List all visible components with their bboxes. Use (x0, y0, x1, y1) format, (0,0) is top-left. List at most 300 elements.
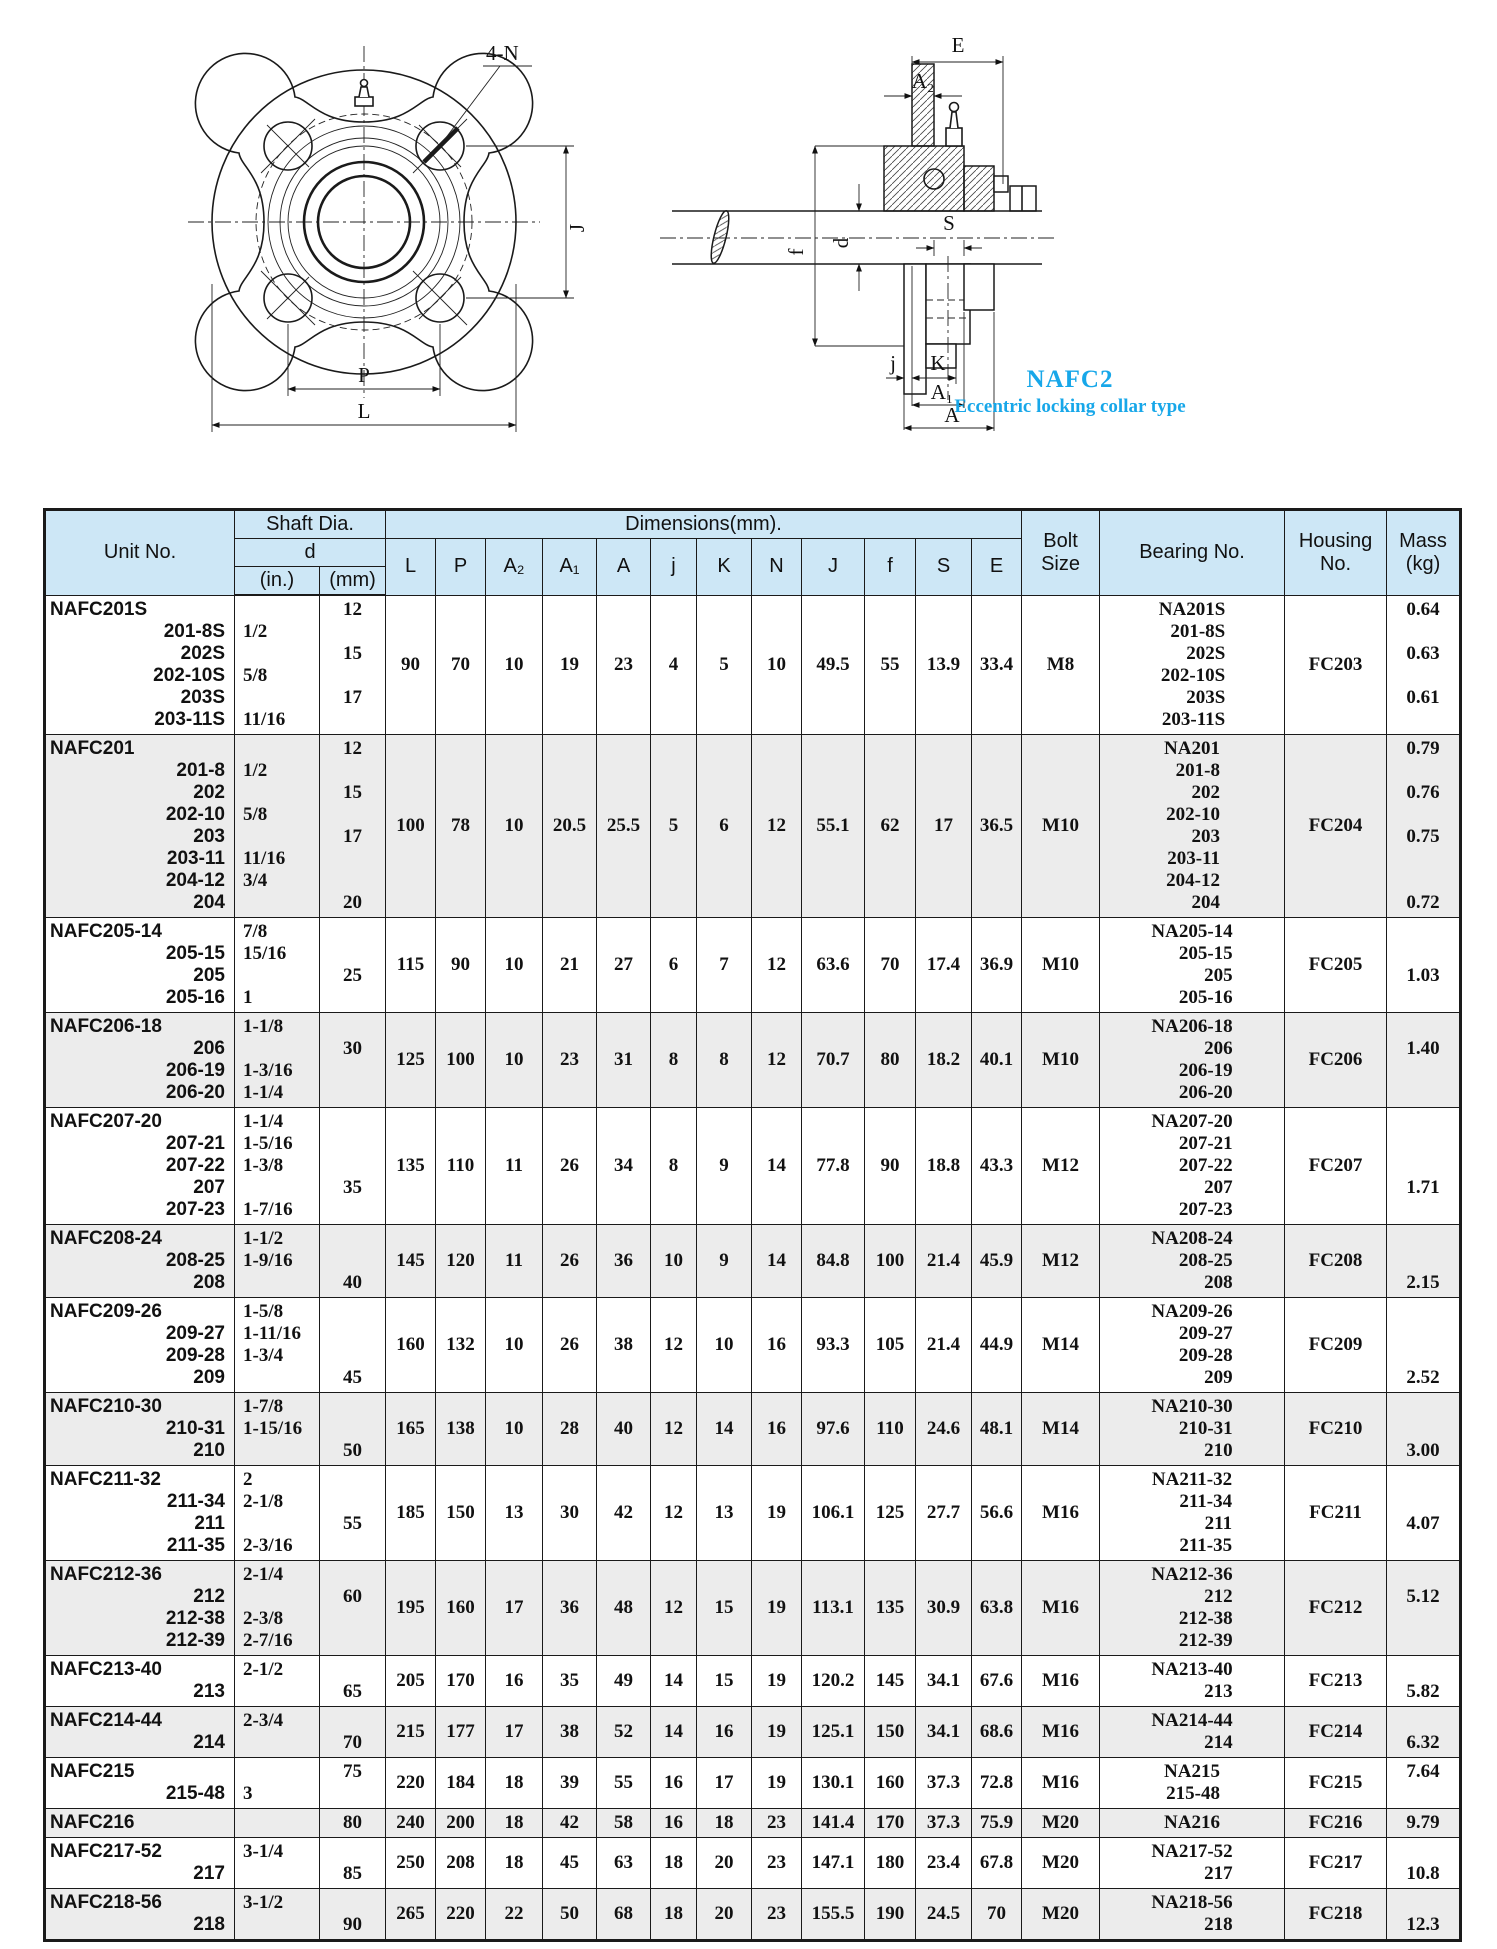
bearing-no-cell: NA201S 201-8S 202S 202-10S 203S 203-11S (1100, 595, 1285, 735)
dim-cell-J: 97.6 (802, 1393, 865, 1466)
dim-cell-j: 12 (651, 1393, 697, 1466)
unit-no-cell: NAFC201S 201-8S 202S 202-10S 203S 203-11S (45, 595, 235, 735)
unit-no-cell: NAFC209-26 209-27 209-28 209 (45, 1298, 235, 1393)
dim-cell-L: 90 (386, 595, 436, 735)
bolt-size-cell: M20 (1022, 1838, 1100, 1889)
dim-cell-J: 147.1 (802, 1838, 865, 1889)
table-row (45, 735, 1461, 918)
dim-cell-N: 19 (752, 1707, 802, 1758)
dim-cell-L: 185 (386, 1466, 436, 1561)
dim-cell-E: 67.8 (972, 1838, 1022, 1889)
mass-cell: 2.15 (1387, 1225, 1461, 1298)
dim-cell-j: 14 (651, 1656, 697, 1707)
bolt-size-cell: M14 (1022, 1393, 1100, 1466)
dim-cell-E: 75.9 (972, 1809, 1022, 1838)
dim-cell-J: 106.1 (802, 1466, 865, 1561)
dim-cell-j: 8 (651, 1108, 697, 1225)
dim-cell-P: 170 (436, 1656, 486, 1707)
dim-cell-f: 190 (865, 1889, 916, 1941)
dim-cell-N: 14 (752, 1225, 802, 1298)
shaft-dia-in-cell: 1-5/8 1-11/16 1-3/4 (235, 1298, 320, 1393)
table-row (45, 1809, 1461, 1838)
dim-cell-K: 20 (697, 1889, 752, 1941)
dim-cell-L: 160 (386, 1298, 436, 1393)
shaft-nut (1010, 186, 1036, 211)
dim-cell-f: 160 (865, 1758, 916, 1809)
col-dim-L: L (386, 539, 436, 596)
bolt-size-cell: M16 (1022, 1707, 1100, 1758)
housing-no-cell: FC208 (1285, 1225, 1387, 1298)
bolt-size-cell: M16 (1022, 1758, 1100, 1809)
dim-cell-A: 23 (597, 595, 651, 735)
dim-j-label: J (565, 223, 589, 233)
shaft-dia-in-cell: 3 (235, 1758, 320, 1809)
dim-cell-A₁: 50 (543, 1889, 597, 1941)
col-dim-A1: A₁ (543, 539, 597, 596)
dim-cell-A₂: 22 (486, 1889, 543, 1941)
dim-cell-j: 10 (651, 1225, 697, 1298)
col-bearing-no: Bearing No. (1100, 510, 1285, 596)
shaft-dia-in-cell (235, 1809, 320, 1838)
dim-cell-E: 43.3 (972, 1108, 1022, 1225)
grease-fitting-icon (946, 103, 962, 147)
bolt-hole-section-bar (424, 128, 458, 162)
dim-cell-A₂: 10 (486, 1393, 543, 1466)
set-screw (994, 176, 1008, 192)
table-row (45, 1656, 1461, 1707)
dim-cell-j: 12 (651, 1466, 697, 1561)
table-row (45, 595, 1461, 735)
dim-cell-S: 18.8 (916, 1108, 972, 1225)
dim-cell-A: 48 (597, 1561, 651, 1656)
shaft-dia-in-cell: 2 2-1/8 2-3/16 (235, 1466, 320, 1561)
dim-cell-N: 16 (752, 1298, 802, 1393)
dim-cell-N: 16 (752, 1393, 802, 1466)
mass-cell: 0.64 0.63 0.61 (1387, 595, 1461, 735)
dim-cell-A: 68 (597, 1889, 651, 1941)
dim-cell-L: 125 (386, 1013, 436, 1108)
mass-cell: 2.52 (1387, 1298, 1461, 1393)
table-row (45, 1561, 1461, 1656)
bolt-size-cell: M16 (1022, 1466, 1100, 1561)
dim-cell-A: 27 (597, 918, 651, 1013)
dim-cell-A₂: 18 (486, 1758, 543, 1809)
col-dim-K: K (697, 539, 752, 596)
dim-cell-J: 70.7 (802, 1013, 865, 1108)
dim-cell-P: 70 (436, 595, 486, 735)
shaft-dia-mm-cell: 25 (320, 918, 386, 1013)
unit-no-cell: NAFC214-44 214 (45, 1707, 235, 1758)
dim-cell-A₁: 38 (543, 1707, 597, 1758)
dim-cell-f: 180 (865, 1838, 916, 1889)
dim-cell-A₂: 11 (486, 1108, 543, 1225)
dim-cell-j: 6 (651, 918, 697, 1013)
dim-cell-j: 4 (651, 595, 697, 735)
dim-cell-f: 70 (865, 918, 916, 1013)
dim-a2-label: A₂ (911, 69, 935, 93)
dim-cell-j: 8 (651, 1013, 697, 1108)
dim-cell-N: 19 (752, 1758, 802, 1809)
bearing-no-cell: NA208-24 208-25 208 (1100, 1225, 1285, 1298)
bearing-no-cell: NA218-56 218 (1100, 1889, 1285, 1941)
col-dim-J: J (802, 539, 865, 596)
bolt-count-label: 4-N (486, 41, 519, 65)
bearing-no-cell: NA205-14 205-15 205 205-16 (1100, 918, 1285, 1013)
dim-cell-A₁: 39 (543, 1758, 597, 1809)
dim-cell-K: 5 (697, 595, 752, 735)
dim-cell-E: 56.6 (972, 1466, 1022, 1561)
dim-cell-S: 37.3 (916, 1809, 972, 1838)
shaft-dia-mm-cell: 35 (320, 1108, 386, 1225)
dim-cell-P: 184 (436, 1758, 486, 1809)
shaft-dia-mm-cell: 65 (320, 1656, 386, 1707)
bearing-no-cell: NA211-32 211-34 211 211-35 (1100, 1466, 1285, 1561)
housing-no-cell: FC213 (1285, 1656, 1387, 1707)
dim-cell-J: 77.8 (802, 1108, 865, 1225)
housing-no-cell: FC218 (1285, 1889, 1387, 1941)
dim-cell-f: 62 (865, 735, 916, 918)
dim-cell-A₁: 36 (543, 1561, 597, 1656)
dim-cell-E: 40.1 (972, 1013, 1022, 1108)
housing-no-cell: FC204 (1285, 735, 1387, 918)
dim-cell-A₁: 26 (543, 1225, 597, 1298)
dim-cell-N: 19 (752, 1656, 802, 1707)
dim-cell-K: 15 (697, 1561, 752, 1656)
dim-cell-E: 63.8 (972, 1561, 1022, 1656)
unit-no-cell: NAFC205-14 205-15 205 205-16 (45, 918, 235, 1013)
series-subtitle: Eccentric locking collar type (954, 396, 1186, 417)
dim-cell-f: 80 (865, 1013, 916, 1108)
col-shaft-dia: Shaft Dia. (235, 510, 386, 539)
dim-cell-A₂: 10 (486, 1013, 543, 1108)
bearing-no-cell: NA209-26 209-27 209-28 209 (1100, 1298, 1285, 1393)
dim-j-small-label: j (890, 351, 896, 375)
dim-cell-J: 84.8 (802, 1225, 865, 1298)
spec-table (43, 508, 1462, 1942)
dim-cell-S: 24.6 (916, 1393, 972, 1466)
dim-cell-A: 49 (597, 1656, 651, 1707)
dim-cell-L: 135 (386, 1108, 436, 1225)
unit-no-cell: NAFC216 (45, 1809, 235, 1838)
dim-cell-A₁: 23 (543, 1013, 597, 1108)
dim-s-label: S (943, 211, 955, 235)
shaft-dia-in-cell: 3-1/4 (235, 1838, 320, 1889)
shaft-dia-mm-cell: 60 (320, 1561, 386, 1656)
dim-cell-L: 115 (386, 918, 436, 1013)
mass-cell: 6.32 (1387, 1707, 1461, 1758)
dim-cell-S: 34.1 (916, 1656, 972, 1707)
dim-cell-K: 18 (697, 1809, 752, 1838)
dim-cell-A₁: 28 (543, 1393, 597, 1466)
dim-cell-A: 63 (597, 1838, 651, 1889)
shaft-dia-in-cell: 2-1/2 (235, 1656, 320, 1707)
dim-cell-A₁: 45 (543, 1838, 597, 1889)
dim-cell-f: 90 (865, 1108, 916, 1225)
table-row (45, 1108, 1461, 1225)
dim-cell-A₂: 17 (486, 1707, 543, 1758)
shaft-dia-mm-cell: 55 (320, 1466, 386, 1561)
mass-cell: 12.3 (1387, 1889, 1461, 1941)
unit-no-cell: NAFC217-52 217 (45, 1838, 235, 1889)
shaft-dia-in-cell: 1/2 5/8 11/16 (235, 595, 320, 735)
dim-cell-J: 155.5 (802, 1889, 865, 1941)
dim-cell-N: 23 (752, 1809, 802, 1838)
dim-cell-P: 138 (436, 1393, 486, 1466)
col-dim-S: S (916, 539, 972, 596)
leader-line (445, 66, 500, 139)
dim-cell-P: 160 (436, 1561, 486, 1656)
bolt-size-cell: M10 (1022, 735, 1100, 918)
col-dim-f: f (865, 539, 916, 596)
dim-cell-L: 240 (386, 1809, 436, 1838)
housing-no-cell: FC207 (1285, 1108, 1387, 1225)
dim-cell-j: 18 (651, 1838, 697, 1889)
dim-cell-K: 9 (697, 1225, 752, 1298)
table-row (45, 1225, 1461, 1298)
dim-cell-S: 13.9 (916, 595, 972, 735)
dim-cell-f: 110 (865, 1393, 916, 1466)
dim-cell-S: 24.5 (916, 1889, 972, 1941)
housing-no-cell: FC211 (1285, 1466, 1387, 1561)
table-row (45, 1013, 1461, 1108)
bolt-size-cell: M16 (1022, 1561, 1100, 1656)
dim-cell-P: 110 (436, 1108, 486, 1225)
dim-cell-A₁: 20.5 (543, 735, 597, 918)
dim-cell-N: 12 (752, 1013, 802, 1108)
dim-cell-L: 195 (386, 1561, 436, 1656)
dim-cell-S: 34.1 (916, 1707, 972, 1758)
dim-cell-A₁: 26 (543, 1298, 597, 1393)
unit-no-cell: NAFC215 215-48 (45, 1758, 235, 1809)
dim-cell-J: 125.1 (802, 1707, 865, 1758)
housing-no-cell: FC215 (1285, 1758, 1387, 1809)
dim-cell-f: 135 (865, 1561, 916, 1656)
dim-k-label: K (930, 351, 946, 375)
housing-no-cell: FC216 (1285, 1809, 1387, 1838)
bearing-no-cell: NA207-20 207-21 207-22 207 207-23 (1100, 1108, 1285, 1225)
shaft-dia-in-cell: 1-1/4 1-5/16 1-3/8 1-7/16 (235, 1108, 320, 1225)
bearing-no-cell: NA217-52 217 (1100, 1838, 1285, 1889)
dim-cell-P: 120 (436, 1225, 486, 1298)
col-unit-no: Unit No. (45, 510, 235, 596)
dim-cell-S: 37.3 (916, 1758, 972, 1809)
dim-cell-L: 100 (386, 735, 436, 918)
unit-no-cell: NAFC207-20 207-21 207-22 207 207-23 (45, 1108, 235, 1225)
dim-cell-J: 130.1 (802, 1758, 865, 1809)
dim-cell-A₂: 10 (486, 1298, 543, 1393)
bolt-size-cell: M20 (1022, 1809, 1100, 1838)
col-dim-A: A (597, 539, 651, 596)
dim-cell-E: 68.6 (972, 1707, 1022, 1758)
table-row (45, 1466, 1461, 1561)
grease-nipple-icon (355, 80, 373, 107)
dim-cell-P: 208 (436, 1838, 486, 1889)
dim-cell-J: 120.2 (802, 1656, 865, 1707)
dim-a1-label: A₁ (930, 380, 954, 404)
col-dim-j: j (651, 539, 697, 596)
dim-cell-A₂: 11 (486, 1225, 543, 1298)
dim-cell-A₁: 19 (543, 595, 597, 735)
dim-cell-A₁: 42 (543, 1809, 597, 1838)
bolt-size-cell: M16 (1022, 1656, 1100, 1707)
mass-cell: 9.79 (1387, 1809, 1461, 1838)
series-title-block (920, 366, 1220, 418)
dim-cell-A₁: 26 (543, 1108, 597, 1225)
dim-s-lines (916, 240, 982, 256)
dim-cell-j: 5 (651, 735, 697, 918)
col-housing-no: Housing No. (1285, 510, 1387, 596)
housing-no-cell: FC214 (1285, 1707, 1387, 1758)
mass-cell: 5.12 (1387, 1561, 1461, 1656)
dim-cell-K: 20 (697, 1838, 752, 1889)
dim-cell-j: 16 (651, 1758, 697, 1809)
dim-cell-f: 55 (865, 595, 916, 735)
dim-cell-A: 31 (597, 1013, 651, 1108)
col-d: d (235, 539, 386, 567)
dim-cell-N: 12 (752, 918, 802, 1013)
dim-cell-j: 18 (651, 1889, 697, 1941)
dim-cell-j: 12 (651, 1298, 697, 1393)
shaft-dia-mm-cell: 12 15 17 (320, 595, 386, 735)
dim-cell-L: 215 (386, 1707, 436, 1758)
bolt-size-cell: M8 (1022, 595, 1100, 735)
dim-cell-J: 55.1 (802, 735, 865, 918)
dim-cell-f: 105 (865, 1298, 916, 1393)
dim-cell-K: 7 (697, 918, 752, 1013)
dim-l-label: L (357, 399, 371, 423)
dim-cell-S: 23.4 (916, 1838, 972, 1889)
shaft-dia-mm-cell: 85 (320, 1838, 386, 1889)
shaft-dia-in-cell: 7/8 15/16 1 (235, 918, 320, 1013)
housing-no-cell: FC203 (1285, 595, 1387, 735)
dim-cell-P: 90 (436, 918, 486, 1013)
col-bolt-size: Bolt Size (1022, 510, 1100, 596)
dim-cell-A: 25.5 (597, 735, 651, 918)
dim-cell-K: 9 (697, 1108, 752, 1225)
dim-cell-f: 125 (865, 1466, 916, 1561)
dim-cell-A: 38 (597, 1298, 651, 1393)
col-d-mm: (mm) (320, 567, 386, 596)
unit-no-cell: NAFC208-24 208-25 208 (45, 1225, 235, 1298)
dim-cell-E: 45.9 (972, 1225, 1022, 1298)
dim-cell-J: 49.5 (802, 595, 865, 735)
dim-cell-N: 10 (752, 595, 802, 735)
dim-cell-K: 8 (697, 1013, 752, 1108)
dim-p-label: P (358, 363, 370, 387)
dim-cell-E: 72.8 (972, 1758, 1022, 1809)
table-header (45, 510, 1461, 596)
shaft-dia-mm-cell: 40 (320, 1225, 386, 1298)
dim-cell-S: 17.4 (916, 918, 972, 1013)
shaft-dia-in-cell: 1-1/8 1-3/16 1-1/4 (235, 1013, 320, 1108)
dim-cell-N: 19 (752, 1466, 802, 1561)
dim-cell-A₂: 16 (486, 1656, 543, 1707)
unit-no-cell: NAFC206-18 206 206-19 206-20 (45, 1013, 235, 1108)
housing-no-cell: FC217 (1285, 1838, 1387, 1889)
bearing-no-cell: NA210-30 210-31 210 (1100, 1393, 1285, 1466)
dim-cell-S: 21.4 (916, 1298, 972, 1393)
dim-e-label: E (951, 33, 965, 57)
shaft-dia-in-cell: 1-7/8 1-15/16 (235, 1393, 320, 1466)
dim-d-label: d (829, 237, 853, 249)
dim-cell-E: 44.9 (972, 1298, 1022, 1393)
table-row (45, 1889, 1461, 1941)
dim-cell-P: 150 (436, 1466, 486, 1561)
bolt-size-cell: M10 (1022, 918, 1100, 1013)
shaft-dia-in-cell: 1/2 5/8 11/16 3/4 (235, 735, 320, 918)
dim-cell-A₂: 10 (486, 735, 543, 918)
col-d-in: (in.) (235, 567, 320, 596)
col-dim-P: P (436, 539, 486, 596)
shaft-dia-mm-cell: 70 (320, 1707, 386, 1758)
dim-cell-A: 52 (597, 1707, 651, 1758)
unit-no-cell: NAFC213-40 213 (45, 1656, 235, 1707)
housing-no-cell: FC205 (1285, 918, 1387, 1013)
dim-cell-E: 48.1 (972, 1393, 1022, 1466)
spec-table-body (45, 595, 1461, 1941)
bearing-no-cell: NA212-36 212 212-38 212-39 (1100, 1561, 1285, 1656)
mass-cell: 1.71 (1387, 1108, 1461, 1225)
dim-cell-K: 6 (697, 735, 752, 918)
dim-cell-A₂: 10 (486, 918, 543, 1013)
dim-cell-j: 12 (651, 1561, 697, 1656)
bearing-no-cell: NA216 (1100, 1809, 1285, 1838)
locking-collar-upper (964, 166, 994, 211)
shaft-dia-mm-cell: 45 (320, 1298, 386, 1393)
table-row (45, 1298, 1461, 1393)
housing-no-cell: FC210 (1285, 1393, 1387, 1466)
col-dim-E: E (972, 539, 1022, 596)
flange-front-view-drawing (168, 26, 600, 462)
dim-cell-A: 42 (597, 1466, 651, 1561)
dim-cell-A: 34 (597, 1108, 651, 1225)
dim-cell-f: 150 (865, 1707, 916, 1758)
dim-cell-J: 113.1 (802, 1561, 865, 1656)
shaft-dia-mm-cell: 80 (320, 1809, 386, 1838)
bearing-no-cell: NA206-18 206 206-19 206-20 (1100, 1013, 1285, 1108)
dim-cell-N: 23 (752, 1889, 802, 1941)
mass-cell: 5.82 (1387, 1656, 1461, 1707)
dim-cell-A₂: 18 (486, 1838, 543, 1889)
dim-cell-J: 141.4 (802, 1809, 865, 1838)
dim-cell-L: 250 (386, 1838, 436, 1889)
dim-cell-S: 30.9 (916, 1561, 972, 1656)
bearing-no-cell: NA215 215-48 (1100, 1758, 1285, 1809)
dim-cell-K: 13 (697, 1466, 752, 1561)
dim-cell-f: 170 (865, 1809, 916, 1838)
bearing-no-cell: NA214-44 214 (1100, 1707, 1285, 1758)
dim-cell-P: 177 (436, 1707, 486, 1758)
dim-cell-A₂: 10 (486, 595, 543, 735)
col-mass: Mass (kg) (1387, 510, 1461, 596)
unit-no-cell: NAFC210-30 210-31 210 (45, 1393, 235, 1466)
dim-cell-L: 220 (386, 1758, 436, 1809)
dim-cell-L: 165 (386, 1393, 436, 1466)
table-row (45, 1707, 1461, 1758)
bolt-size-cell: M20 (1022, 1889, 1100, 1941)
table-row (45, 1393, 1461, 1466)
dim-cell-J: 93.3 (802, 1298, 865, 1393)
table-row (45, 1758, 1461, 1809)
col-dim-A2: A₂ (486, 539, 543, 596)
dim-cell-P: 78 (436, 735, 486, 918)
dim-cell-E: 67.6 (972, 1656, 1022, 1707)
col-dimensions: Dimensions(mm). (386, 510, 1022, 539)
dim-cell-K: 16 (697, 1707, 752, 1758)
bolt-size-cell: M14 (1022, 1298, 1100, 1393)
dim-a-label: A (944, 403, 960, 427)
dim-cell-E: 70 (972, 1889, 1022, 1941)
